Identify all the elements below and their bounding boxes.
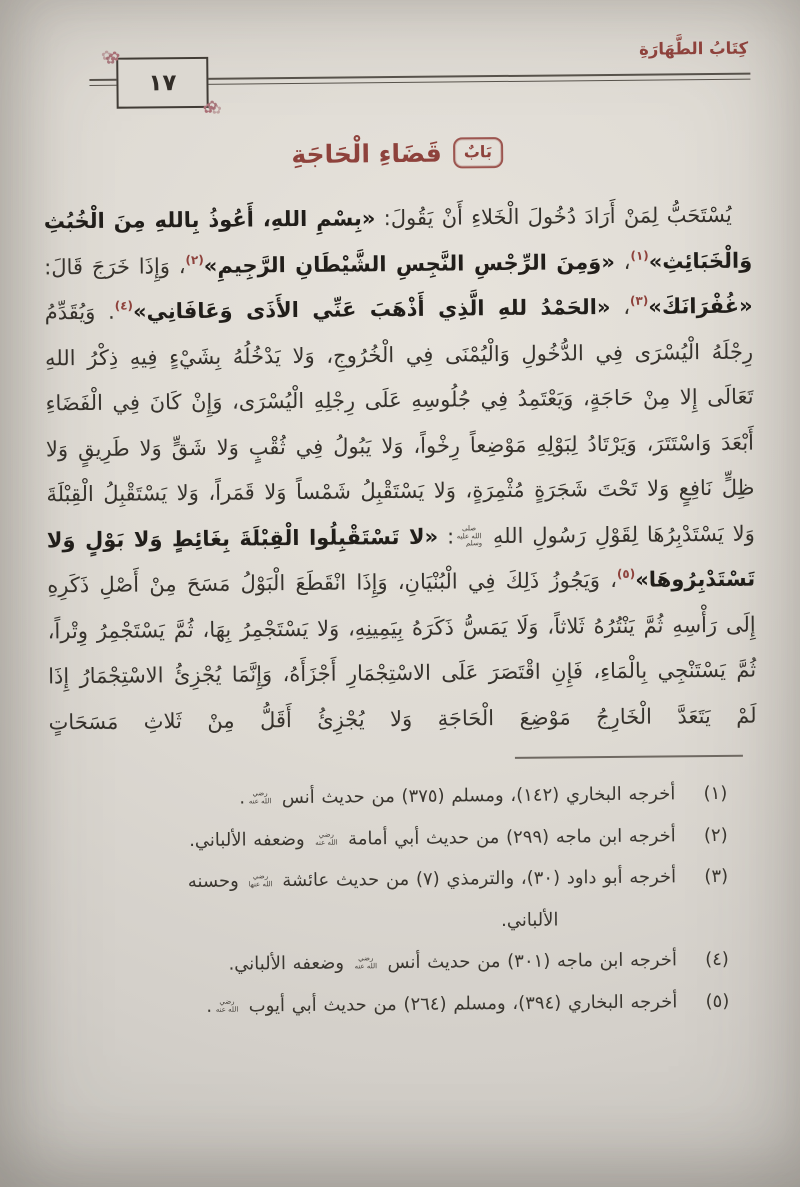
footnote-text — [51, 939, 677, 987]
chapter-title: قَضَاءِ الْحَاجَةِ — [291, 138, 442, 170]
text-run: «وَمِنَ الرِّجْسِ النَّجِسِ الشَّيْطَانِ الرَّجِيمِ» — [203, 249, 615, 278]
text-run: : — [438, 523, 455, 549]
text-run: . — [239, 787, 246, 809]
text-run: . وَيُقَدِّمُ رِجْلَهُ الْيُسْرَى فِي الدُّخُولِ وَالْيُمْنَى فِي الْخُرُوجِ، وَلا يَدْخُلُهُ بِشَيْءٍ فِيهِ ذِكْرُ اللهِ تَعَالَى إِلا مِنْ حَاجَةٍ، وَيَعْتَمِدُ فِي جُلُوسِهِ عَلَى رِجْلِهِ الْيُسْرَى، وَإِنْ كَانَ فِي الْفَضَاءِ أَبْعَدَ وَاسْتَتَرَ، وَيَرْتَادُ لِبَوْلِهِ مَوْضِعاً رِخْواً، وَلا يَبُولُ فِي ثُقْبٍ وَلا شَقٍّ وَلا طَرِيقٍ وَلا ظِلٍّ نَافِعٍ وَلا تَحْتَ شَجَرَةٍ مُثْمِرَةٍ، وَلا يَسْتَقْبِلُ شَمْساً وَلا قَمَراً، وَلا يَسْتَقْبِلُ الْقِبْلَةَ وَلا يَسْتَدْبِرُهَا لِقَوْلِ رَسُولِ اللهِ — [44, 299, 755, 548]
text-run: «بِسْمِ اللهِ، أَعُوذُ بِاللهِ مِنَ الْخُبُثِ وَالْخَبَائِثِ» — [43, 206, 753, 274]
text-run: أخرجه البخاري (١٤٢)، ومسلم (٣٧٥) من حديث أنس — [274, 783, 676, 809]
text-run: وضعفه الألباني. — [228, 952, 351, 975]
text-run: أخرجه ابن ماجه (٢٩٩) من حديث أبي أمامة — [341, 824, 676, 850]
footnote-text — [50, 815, 676, 863]
text-run: وحسنه — [187, 870, 246, 893]
text-run: ، — [614, 249, 631, 274]
footnote-separator — [515, 755, 743, 759]
footnote-marker: (٣) — [629, 293, 649, 308]
text-run: ، وَإِذَا خَرَجَ قَالَ: — [44, 253, 186, 279]
footnote-text — [49, 773, 675, 821]
text-run: . — [206, 995, 213, 1017]
footnote-item — [51, 939, 729, 987]
chapter-heading — [43, 135, 751, 173]
footnote-number: (٥) — [705, 990, 730, 1012]
text-run: أخرجه ابن ماجه (٣٠١) من حديث أنس — [380, 949, 677, 974]
body-paragraph — [44, 193, 757, 746]
text-run: ، — [610, 294, 631, 319]
footnote-text — [50, 856, 677, 945]
text-run: الألباني. — [500, 909, 559, 931]
text-run: أخرجه أبو داود (٣٠)، والترمذي (٧) من حديث عائشة — [275, 866, 677, 892]
text-run: وضعفه الألباني. — [189, 828, 312, 851]
footnote-item — [50, 856, 729, 946]
footnote-number: (٤) — [705, 948, 729, 971]
footnote-number: (١) — [703, 782, 728, 805]
floral-ornament-icon: ✿ — [202, 101, 214, 117]
page-number-box — [109, 49, 214, 117]
text-run: «غُفْرَانَكَ» — [648, 293, 753, 319]
text-run: ، وَيَجُوزُ ذَلِكَ فِي الْبُنْيَانِ، وَإِذَا انْقَطَعَ الْبَوْلُ مَسَحَ مِنْ أَصْلِ ذَكَرِهِ إِلَى رَأْسِهِ ثُمَّ يَنْتُرُهُ ثَلاثاً، وَلَا يَمَسُّ ذَكَرَهُ بِيَمِينِهِ، وَلا يَسْتَجْمِرُ بِهَا، ثُمَّ يَسْتَجْمِرُ وِتْراً، ثُمَّ يَسْتَنْجِي بِالْمَاءِ، فَإِنِ اقْتَصَرَ عَلَى الاسْتِجْمَارِ أَجْزَأَهُ، وَإِنَّمَا يُجْزِئُ الاسْتِجْمَارُ إِذَا لَمْ يَتَعَدَّ الْخَارِجُ مَوْضِعَ الْحَاجَةِ وَلا يُجْزِئُ أَقَلُّ مِنْ ثَلاثِ مَسَحَاتٍ — [47, 567, 757, 734]
page-number: ١٧ — [148, 69, 177, 96]
bab-box: بَابٌ — [453, 137, 503, 168]
floral-ornament-icon: ✿ — [109, 49, 121, 65]
footnote-number: (٢) — [703, 824, 728, 846]
footnote-number: (٣) — [704, 865, 729, 888]
footnote-marker: (٤) — [114, 298, 134, 313]
honorific-icon: رضي الله عنه — [354, 954, 378, 971]
footnote-item — [49, 773, 727, 821]
honorific-icon: رضي الله عنه — [248, 789, 272, 806]
text-run: يُسْتَحَبُّ لِمَنْ أَرَادَ دُخُولَ الْخَلاءِ أَنْ يَقُولَ: — [375, 202, 732, 231]
footnote-marker: (٥) — [616, 566, 636, 581]
text-run: «الحَمْدُ للهِ الَّذِي أَذْهَبَ عَنِّي الأَذَى وَعَافَانِي» — [132, 294, 611, 324]
wrap-indent — [559, 924, 677, 925]
footnotes-list — [49, 773, 729, 1028]
footnote-item — [50, 814, 728, 862]
footnote-text — [51, 981, 677, 1029]
book-title: كِتَابُ الطَّهَارَةِ — [638, 38, 749, 59]
honorific-icon: رضي الله عنه — [315, 830, 338, 847]
text-run: «لا تَسْتَقْبِلُوا الْقِبْلَةَ بِغَائِطٍ وَلا بَوْلٍ وَلا تَسْتَدْبِرُوهَا» — [46, 524, 756, 592]
footnote-marker: (٢) — [185, 252, 204, 267]
text-run: أخرجه البخاري (٣٩٤)، ومسلم (٢٦٤) من حديث أبي أيوب — [241, 990, 678, 1017]
page-header — [42, 39, 751, 116]
honorific-icon: رضي الله عنه — [215, 997, 239, 1014]
honorific-icon: رضي الله عنها — [248, 872, 273, 889]
honorific-icon: صلى الله عليه وسلم — [456, 524, 483, 548]
footnote-item — [51, 980, 729, 1028]
footnote-marker: (١) — [630, 248, 649, 263]
